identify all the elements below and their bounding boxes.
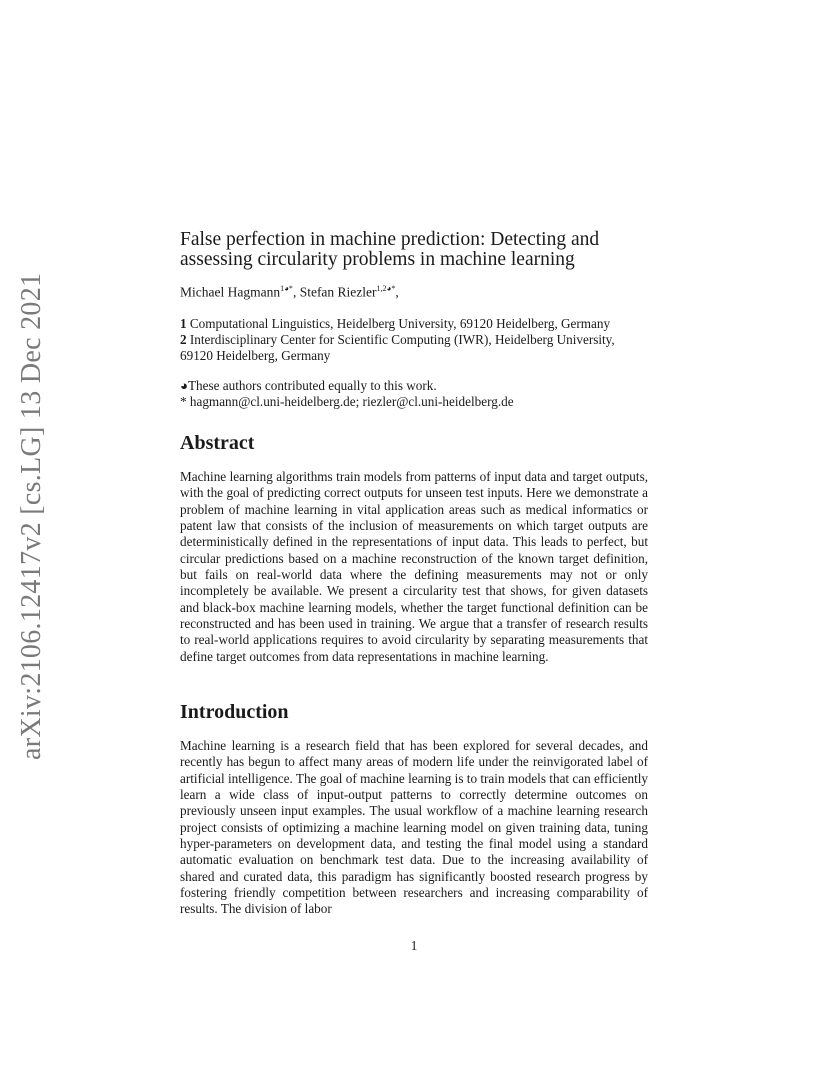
contact-note: [180, 394, 648, 410]
author-list-trailing: ,: [395, 284, 399, 300]
introduction-paragraph: Machine learning is a research field that has been explored for several decades, and recently has begun to affect many areas of modern life under the reinvigorated label of artificial intelligence. The goal of machine learning is to train models that can efficiently learn a wide class of input-output patterns to correctly determine outcomes on previously unseen input examples. The usual workflow of a machine learning research project consists of optimizing a machine learning model on given training data, tuning hyper-parameters on development data, and testing the final model using a standard automatic evaluation on benchmark test data. Due to the increasing availability of shared and curated data, this paradigm has significantly boosted research progress by fostering friendly competition between researchers and increasing comparability of results. The division of labor: [180, 738, 648, 917]
author-list: [180, 284, 399, 301]
paper-title: [180, 230, 650, 270]
author-name: Michael Hagmann: [180, 284, 281, 300]
affiliation-text: Computational Linguistics, Heidelberg University, 69120 Heidelberg, Germany: [189, 316, 611, 331]
contact-emails: hagmann@cl.uni-heidelberg.de; riezler@cl.uni-heidelberg.de: [189, 394, 514, 409]
author-name: Stefan Riezler: [299, 284, 377, 300]
equal-contribution-note: [180, 378, 648, 394]
equal-contribution-icon: ◕: [180, 378, 188, 393]
affiliation-list: [180, 316, 648, 364]
author-affiliation-marks: 1,2◕*: [376, 284, 396, 293]
asterisk-icon: *: [180, 394, 187, 409]
abstract-paragraph: Machine learning algorithms train models from patterns of input data and target outputs, with the goal of predicting correct outputs for unseen test inputs. Here we demonstrate a problem of machine learning in vital application areas such as medical informatics or patent law that consists of the inclusion of measurements on which target outputs are deterministically defined in the representations of input data. This leads to perfect, but circular predictions based on a machine reconstruction of the known target definition, but fails on real-world data where the defining measurements may not or only incompletely be available. We present a circularity test that shows, for given datasets and black-box machine learning models, whether the target functional definition can be reconstructed and has been used in training. We argue that a transfer of research results to real-world applications requires to avoid circularity by separating measurements that define target outcomes from data representations in machine learning.: [180, 469, 648, 664]
affiliation-number: 1: [180, 316, 187, 331]
author-separator: ,: [292, 284, 300, 300]
equal-contribution-text: These authors contributed equally to this work.: [187, 378, 437, 393]
author-notes: [180, 378, 648, 410]
author-affiliation-marks: 1◕*: [280, 284, 293, 293]
introduction-heading: Introduction: [180, 701, 289, 723]
affiliation-item: [180, 316, 648, 332]
title-line-1: False perfection in machine prediction: Detecting and: [180, 229, 600, 250]
title-line-2: assessing circularity problems in machine learning: [180, 249, 575, 270]
arxiv-identifier-stamp: arXiv:2106.12417v2 [cs.LG] 13 Dec 2021: [16, 272, 47, 760]
page-number: 1: [410, 938, 418, 953]
affiliation-text: Interdisciplinary Center for Scientific Computing (IWR), Heidelberg University, 69120 Heidelberg, Germany: [180, 332, 615, 363]
affiliation-number: 2: [180, 332, 187, 347]
affiliation-item: [180, 332, 648, 364]
abstract-heading: Abstract: [180, 432, 255, 454]
